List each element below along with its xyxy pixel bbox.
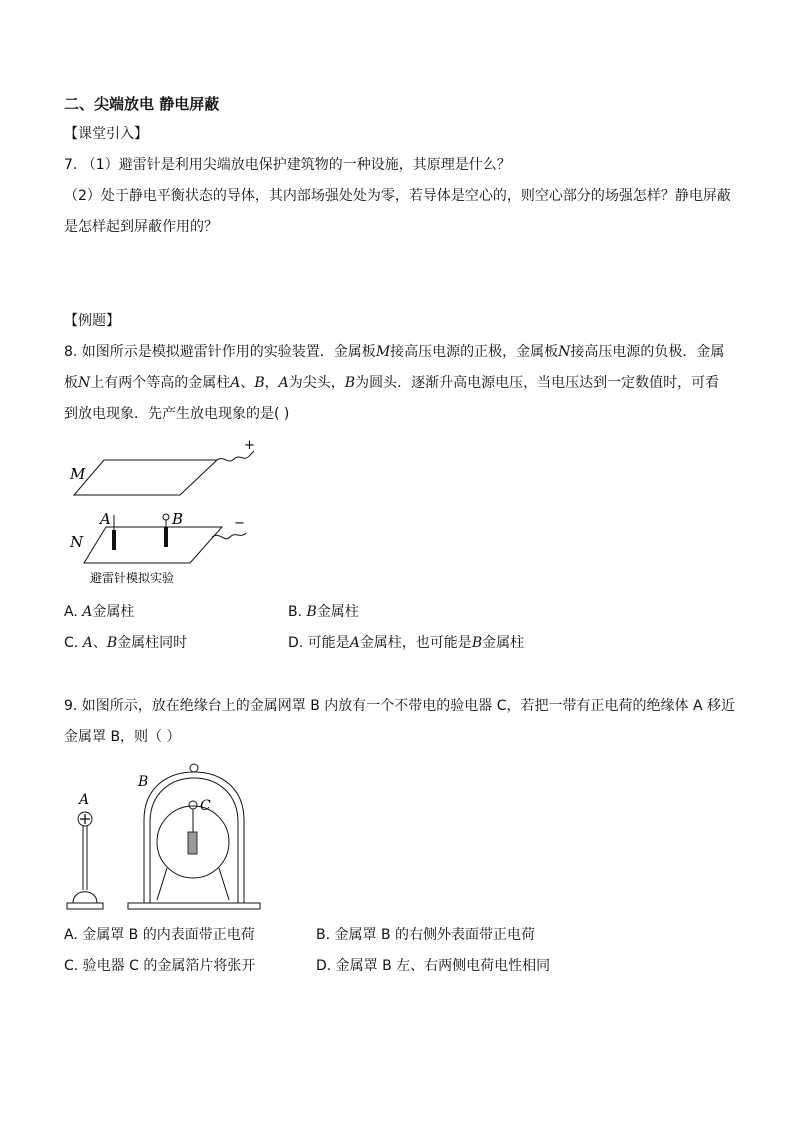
option-text: C. <box>64 635 83 651</box>
q8-line2 <box>64 373 719 393</box>
cover-base <box>128 903 260 909</box>
plate-m <box>74 460 217 495</box>
wire-minus <box>212 533 246 539</box>
var-N: N <box>78 375 91 391</box>
var-B: B <box>106 635 118 651</box>
q8-text: 为圆头．逐渐升高电源电压，当电压达到一定数值时，可看 <box>355 375 720 391</box>
var-B: B <box>254 375 265 391</box>
option-text: 金属柱同时 <box>117 635 188 651</box>
q9-option-a[interactable]: A. 金属罩 B 的内表面带正电荷 <box>64 927 255 943</box>
option-text: A. <box>64 604 83 620</box>
q8-text: 板 <box>64 375 78 391</box>
q7-line3: 是怎样起到屏蔽作用的？ <box>64 219 218 235</box>
q8-text: 8. 如图所示是模拟避雷针作用的实验装置．金属板 <box>64 344 376 360</box>
q9-option-d[interactable]: D. 金属罩 B 左、右两侧电荷电性相同 <box>316 958 551 974</box>
lightning-rod-figure <box>62 435 272 590</box>
option-text: B. <box>288 604 307 620</box>
label-a: A <box>79 792 90 808</box>
q7-line1: 7. （1）避雷针是利用尖端放电保护建筑物的一种设施，其原理是什么？ <box>64 157 511 173</box>
pillar-b <box>164 527 168 547</box>
option-text: D. 可能是 <box>288 635 350 651</box>
label-n: N <box>70 533 84 551</box>
var-B: B <box>344 375 356 391</box>
q9-option-c[interactable]: C. 验电器 C 的金属箔片将张开 <box>64 958 256 974</box>
q8-option-b[interactable] <box>288 602 359 622</box>
jar-leg-left <box>157 868 167 900</box>
var-B: B <box>471 635 483 651</box>
var-A: A <box>82 604 93 620</box>
label-b: B <box>138 774 149 790</box>
option-text: 、 <box>92 635 107 651</box>
var-A: A <box>82 635 93 651</box>
q8-text: ， <box>264 375 279 391</box>
electroscope-knob <box>189 801 197 809</box>
cover-knob <box>190 764 198 772</box>
q8-text: 、 <box>240 375 255 391</box>
q8-text: 为尖头， <box>288 375 345 391</box>
var-B: B <box>306 604 317 620</box>
label-b: B <box>172 510 184 528</box>
q8-option-c[interactable] <box>64 633 187 653</box>
var-M: M <box>375 344 391 360</box>
q8-text: 上有两个等高的金属柱 <box>90 375 231 391</box>
pillar-a <box>112 530 116 550</box>
label-minus: − <box>234 516 245 531</box>
q7-line2: （2）处于静电平衡状态的导体，其内部场强处处为零，若导体是空心的，则空心部分的场强怎样？静电屏蔽 <box>64 188 731 204</box>
label-c: C <box>200 798 211 814</box>
option-text: 金属柱 <box>482 635 525 651</box>
jar-leg-right <box>219 868 229 900</box>
shield-figure <box>62 760 272 915</box>
q8-line3: 到放电现象．先产生放电现象的是( ) <box>64 406 290 422</box>
q8-line1 <box>64 342 724 362</box>
figure-caption: 避雷针模拟实验 <box>90 571 175 585</box>
option-text: 金属柱 <box>316 604 359 620</box>
q8-option-a[interactable] <box>64 602 134 622</box>
var-A: A <box>278 375 289 391</box>
q8-option-d[interactable] <box>288 633 524 653</box>
q9-line1: 9. 如图所示，放在绝缘台上的金属网罩 B 内放有一个不带电的验电器 C，若把一带有正电荷的绝缘体 A 移近 <box>64 698 736 714</box>
q9-option-b[interactable]: B. 金属罩 B 的右侧外表面带正电荷 <box>316 927 536 943</box>
intro-header: 【课堂引入】 <box>64 126 148 142</box>
electroscope-foil <box>188 832 197 854</box>
option-text: 金属柱 <box>92 604 135 620</box>
var-N: N <box>558 344 571 360</box>
section-title: 二、尖端放电 静电屏蔽 <box>64 95 220 113</box>
plate-n <box>84 527 222 563</box>
q8-text: 接高压电源的负极．金属 <box>570 344 725 360</box>
example-header: 【例题】 <box>64 313 120 329</box>
label-a: A <box>100 510 111 528</box>
q9-line2: 金属罩 B，则（ ） <box>64 729 181 745</box>
label-m: M <box>70 465 86 483</box>
pillar-b-ball <box>163 514 169 520</box>
insulator-plate <box>67 903 103 909</box>
q8-text: 接高压电源的正极，金属板 <box>390 344 559 360</box>
option-text: 金属柱，也可能是 <box>359 635 472 651</box>
label-plus: + <box>244 438 255 453</box>
insulator-base <box>73 892 97 903</box>
var-A: A <box>230 375 241 391</box>
var-A: A <box>349 635 360 651</box>
